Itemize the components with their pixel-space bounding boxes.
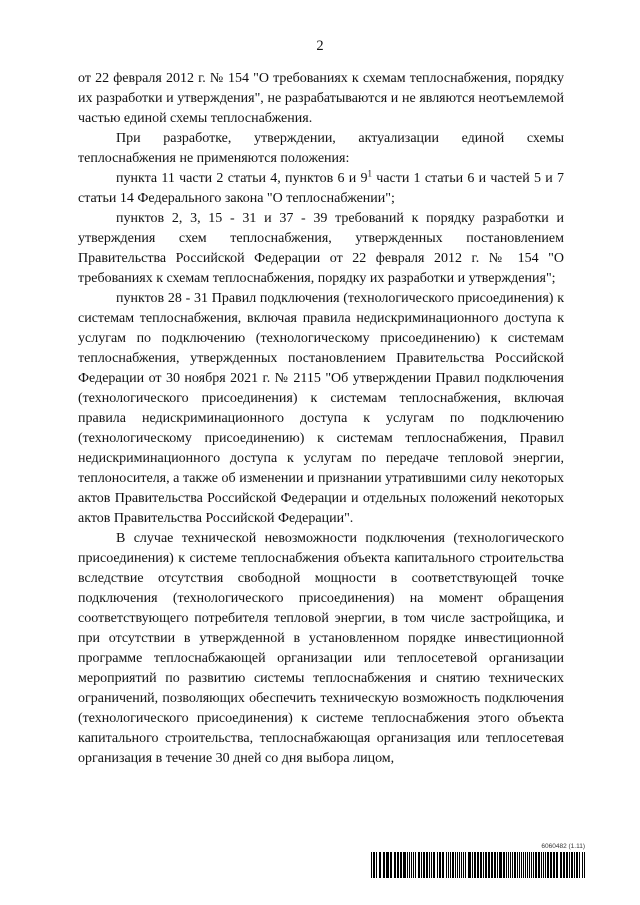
barcode-bar: [397, 852, 399, 878]
barcode-bar: [512, 852, 513, 878]
barcode-bar: [459, 852, 460, 878]
barcode-bar: [415, 852, 416, 878]
paragraph: [78, 169, 564, 209]
barcode-bar: [386, 852, 389, 878]
paragraph: [78, 209, 564, 289]
barcode-bar: [521, 852, 522, 878]
barcode-bar: [437, 852, 438, 878]
barcode-bar: [439, 852, 441, 878]
barcode-bar: [423, 852, 425, 878]
barcode-bar: [584, 852, 585, 878]
barcode-bar: [433, 852, 435, 878]
barcode-bar: [376, 852, 377, 878]
barcode-bar: [541, 852, 542, 878]
barcode-bar: [494, 852, 496, 878]
barcode-bar: [550, 852, 552, 878]
barcode-bar: [421, 852, 422, 878]
barcode-bar: [411, 852, 412, 878]
barcode-bar: [426, 852, 428, 878]
barcode-bar: [407, 852, 408, 878]
paragraph-text: пунктов 28 - 31 Правил подключения (технологического присоединения) к системам теплоснабжения, включая правила недискриминационного доступа к услугам по подключению (технологическому присоединению) к системам теплоснабжения, утвержденных постановлением Правительства Российской Федерации от 30 ноября 2021 г. № 2115 "Об утверждении Правил подключения (технологического присоединения) к системам теплоснабжения, включая правила недискриминационного доступа к услугам по подключению (технологическому присоединению) к системам теплоснабжения, Правил недискриминационного доступа к услугам по передаче тепловой энергии, теплоносителя, а также об изменении и признании утратившими силу некоторых актов Правительства Российской Федерации и отдельных положений некоторых актов Правительства Российской Федерации".: [78, 291, 564, 526]
barcode-bar: [483, 852, 484, 878]
paragraph-text: пунктов 2, 3, 15 - 31 и 37 - 39 требований к порядку разработки и утверждения схем теплоснабжения, утвержденных постановлением Правительства Российской Федерации от 22 февраля 2012 г. № 154 "О требованиях к схемам теплоснабжения, порядку их разработки и утверждения";: [78, 211, 564, 286]
paragraph: [78, 289, 564, 529]
barcode-bar: [400, 852, 402, 878]
barcode-bar: [431, 852, 432, 878]
barcode-bar: [418, 852, 420, 878]
barcode-bar: [373, 852, 375, 878]
barcode-bar: [545, 852, 546, 878]
barcode-bar: [543, 852, 544, 878]
barcode-bar: [379, 852, 381, 878]
paragraph-text: В случае технической невозможности подключения (технологического присоединения) к системе теплоснабжения объекта капитального строительства вследствие отсутствия свободной мощности в соответствующей точке подключения (технологического присоединения) на момент обращения соответствующего потребителя тепловой энергии, в том числе застройщика, и при отсутствии в утвержденной в установленном порядке инвестиционной программе теплоснабжающей организации или теплосетевой организации мероприятий по развитию системы теплоснабжения и снятию технических ограничений, позволяющих обеспечить техническую возможность подключения (технологического присоединения) к системе теплоснабжения этого объекта капитального строительства, теплоснабжающая организация или теплосетевая организация в течение 30 дней со дня выбора лицом,: [78, 531, 564, 766]
barcode-bar: [538, 852, 540, 878]
barcode-bar: [560, 852, 562, 878]
barcode-bar: [371, 852, 372, 878]
barcode-bar: [390, 852, 392, 878]
document-code: 6060482 (1.11): [541, 843, 585, 850]
barcode-bar: [533, 852, 534, 878]
barcode-bar: [547, 852, 549, 878]
barcode-bar: [499, 852, 502, 878]
paragraph-text: части 1 статьи 6 и частей 5 и 7 статьи 14 Федерального закона "О теплоснабжении";: [78, 171, 564, 206]
barcode-bar: [409, 852, 410, 878]
barcode-bar: [448, 852, 449, 878]
barcode-bar: [403, 852, 406, 878]
barcode-bar: [517, 852, 518, 878]
page-number: 2: [316, 38, 324, 54]
barcode-bar: [442, 852, 444, 878]
paragraph-text: При разработке, утверждении, актуализации единой схемы теплоснабжения не применяются положения:: [78, 131, 564, 166]
barcode-bar: [413, 852, 414, 878]
barcode-bar: [429, 852, 430, 878]
barcode-bar: [457, 852, 458, 878]
paragraph: [78, 529, 564, 769]
barcode-bar: [569, 852, 570, 878]
barcode-bar: [523, 852, 524, 878]
barcode-bar: [472, 852, 473, 878]
barcode-bar: [535, 852, 537, 878]
barcode-bar: [446, 852, 447, 878]
barcode-bar: [383, 852, 385, 878]
barcode-bar: [485, 852, 487, 878]
barcode-bar: [477, 852, 479, 878]
barcode-bar: [531, 852, 532, 878]
barcode-bar: [488, 852, 490, 878]
barcode-bar: [468, 852, 471, 878]
document-body: [78, 69, 564, 769]
barcode-bar: [474, 852, 476, 878]
barcode-bar: [510, 852, 511, 878]
barcode-bar: [574, 852, 575, 878]
barcode-bar: [527, 852, 528, 878]
barcode-bar: [576, 852, 578, 878]
barcode-bar: [465, 852, 466, 878]
barcode-bar: [503, 852, 505, 878]
barcode-bar: [463, 852, 464, 878]
paragraph: [78, 129, 564, 169]
barcode-bar: [529, 852, 530, 878]
barcode-bar: [582, 852, 583, 878]
barcode-bar: [525, 852, 526, 878]
barcode-bar: [497, 852, 498, 878]
barcode-bar: [461, 852, 462, 878]
barcode-bar: [452, 852, 454, 878]
barcode-bar: [566, 852, 568, 878]
barcode-bar: [563, 852, 565, 878]
barcode-bar: [394, 852, 396, 878]
barcode-bar: [480, 852, 482, 878]
paragraph-text: от 22 февраля 2012 г. № 154 "О требованиях к схемам теплоснабжения, порядку их разработки и утверждения", не разрабатываются и не являются неотъемлемой частью единой схемы теплоснабжения.: [78, 71, 564, 126]
superscript: 1: [367, 168, 372, 179]
paragraph-text: пункта 11 части 2 статьи 4, пунктов 6 и 9: [116, 171, 368, 186]
barcode-bar: [579, 852, 580, 878]
barcode-bar: [450, 852, 451, 878]
barcode-bar: [491, 852, 493, 878]
barcode-bar: [514, 852, 516, 878]
barcode-bar: [508, 852, 509, 878]
barcode-bar: [571, 852, 573, 878]
barcode-bar: [556, 852, 558, 878]
barcode-image: [371, 852, 585, 878]
paragraph: [78, 69, 564, 129]
barcode-bar: [506, 852, 507, 878]
barcode-bar: [553, 852, 555, 878]
barcode-bar: [455, 852, 456, 878]
barcode-bar: [519, 852, 520, 878]
